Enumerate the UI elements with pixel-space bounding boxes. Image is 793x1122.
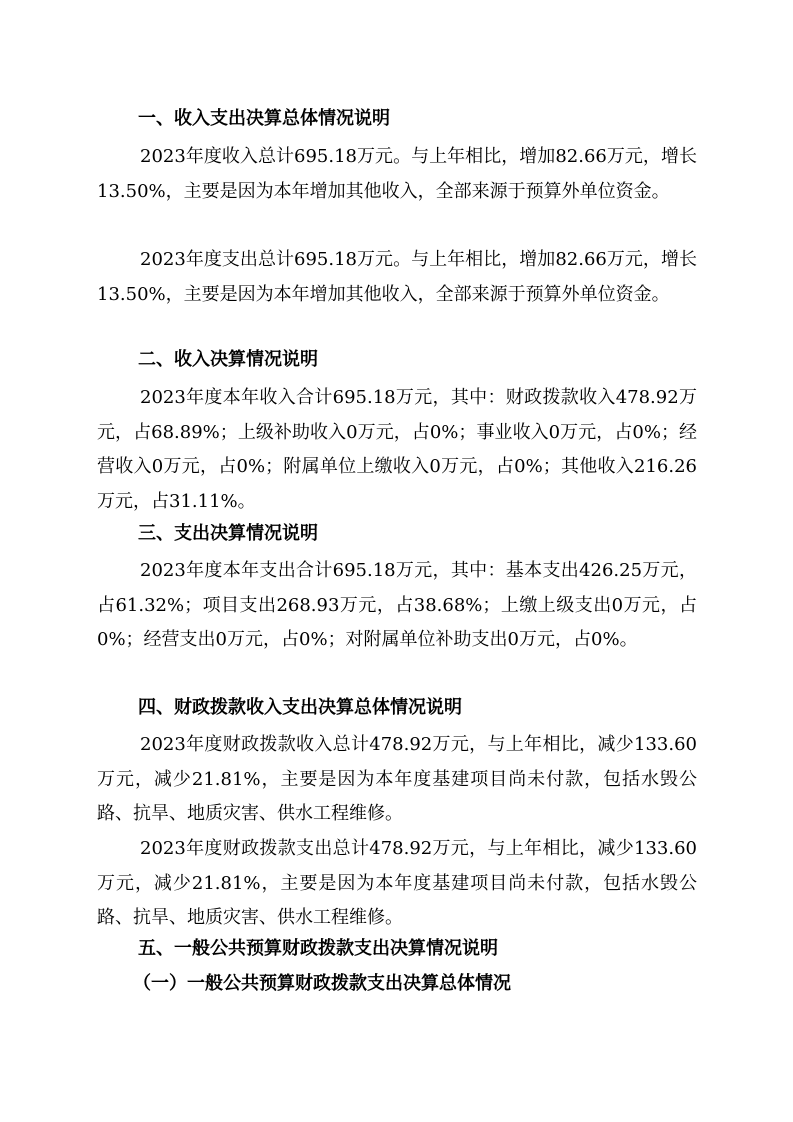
section-heading-2: 二、收入决算情况说明 <box>138 349 318 370</box>
paragraph-fiscal-income: 2023年度财政拨款收入总计478.92万元，与上年相比，减少133.60万元，减少21.81%，主要是因为本年度基建项目尚未付款，包括水毁公路、抗旱、地质灾害、供水工程维修。 <box>97 734 697 824</box>
paragraph-expense-total: 2023年度支出总计695.18万元。与上年相比，增加82.66万元，增长13.50%，主要是因为本年增加其他收入，全部来源于预算外单位资金。 <box>97 249 697 305</box>
section-heading-1: 一、收入支出决算总体情况说明 <box>138 108 390 129</box>
section-heading-4: 四、财政拨款收入支出决算总体情况说明 <box>138 697 462 718</box>
paragraph-fiscal-expense: 2023年度财政拨款支出总计478.92万元，与上年相比，减少133.60万元，减少21.81%，主要是因为本年度基建项目尚未付款，包括水毁公路、抗旱、地质灾害、供水工程维修。 <box>97 838 697 928</box>
paragraph-income-total: 2023年度收入总计695.18万元。与上年相比，增加82.66万元，增长13.50%，主要是因为本年增加其他收入，全部来源于预算外单位资金。 <box>97 146 697 202</box>
paragraph-income-detail: 2023年度本年收入合计695.18万元，其中：财政拨款收入478.92万元，占68.89%；上级补助收入0万元，占0%；事业收入0万元，占0%；经营收入0万元，占0%；附属单位上缴收入0万元，占0%；其他收入216.26万元，占31.11%。 <box>97 387 697 512</box>
section-heading-5: 五、一般公共预算财政拨款支出决算情况说明 <box>138 938 498 959</box>
subsection-heading-5-1: （一）一般公共预算财政拨款支出决算总体情况 <box>133 973 511 994</box>
section-heading-3: 三、支出决算情况说明 <box>138 523 318 544</box>
paragraph-expense-detail: 2023年度本年支出合计695.18万元，其中：基本支出426.25万元，占61.32%；项目支出268.93万元，占38.68%；上缴上级支出0万元，占0%；经营支出0万元，占0%；对附属单位补助支出0万元，占0%。 <box>97 560 697 650</box>
